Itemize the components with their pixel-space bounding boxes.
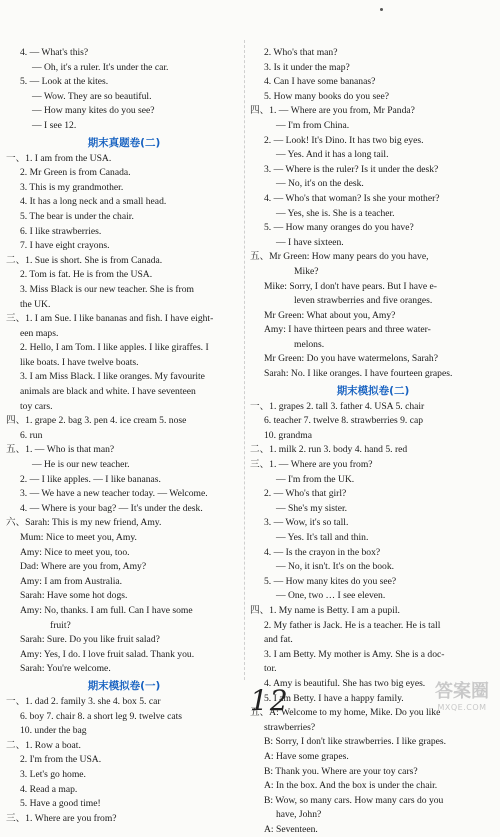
answer-line: 6. run bbox=[20, 429, 43, 441]
answer-line: 3. I am Miss Black. I like oranges. My favourite bbox=[20, 371, 205, 383]
answer-line: 4. — What's this? bbox=[20, 47, 89, 58]
answer-line: 3. Miss Black is our new teacher. She is from bbox=[20, 283, 194, 295]
answer-line: Mike: Sorry, I don't have pears. But I have e- bbox=[264, 280, 437, 292]
answer-line: 2. Mr Green is from Canada. bbox=[20, 167, 131, 179]
answer-line: 2. Hello, I am Tom. I like apples. I like giraffes. I bbox=[20, 342, 209, 354]
answer-line: 7. I have eight crayons. bbox=[20, 240, 110, 252]
answer-line: leven strawberries and five oranges. bbox=[294, 295, 433, 307]
answer-line: — Wow. They are so beautiful. bbox=[32, 90, 152, 102]
answer-line: 二、1. Row a boat. bbox=[6, 739, 81, 751]
answer-line: A: In the box. And the box is under the chair. bbox=[264, 780, 438, 792]
answer-line: 6. I like strawberries. bbox=[20, 225, 102, 237]
answer-line: 2. — Look! It's Dino. It has two big eyes. bbox=[264, 134, 424, 146]
answer-line: Dad: Where are you from, Amy? bbox=[20, 561, 147, 573]
answer-line: 一、1. grapes 2. tall 3. father 4. USA 5. chair bbox=[250, 400, 425, 412]
answer-line: Sarah: Sure. Do you like fruit salad? bbox=[20, 634, 160, 646]
answer-line: — I'm from the UK. bbox=[276, 473, 355, 485]
answer-line: A: Seventeen. bbox=[264, 823, 318, 835]
answer-line: — Yes. It's tall and thin. bbox=[276, 532, 369, 543]
answer-line: 3. — Where is the ruler? Is it under the desk? bbox=[264, 163, 439, 175]
answer-line: 6. boy 7. chair 8. a short leg 9. twelve cats bbox=[20, 710, 182, 722]
answer-line: 5. — Look at the kites. bbox=[20, 76, 109, 88]
answer-line: 三、1. I am Sue. I like bananas and fish. I have eight- bbox=[6, 313, 214, 325]
answer-line: 3. I am Betty. My mother is Amy. She is a doc- bbox=[264, 648, 445, 660]
answer-line: 二、1. Sue is short. She is from Canada. bbox=[6, 254, 163, 266]
answer-line: like boats. I have twelve boats. bbox=[20, 356, 139, 368]
answer-line: 3. This is my grandmother. bbox=[20, 181, 124, 193]
answer-line: 3. Is it under the map? bbox=[264, 61, 350, 73]
answer-line: 3. Let's go home. bbox=[20, 768, 86, 780]
answer-line: — She's my sister. bbox=[276, 502, 348, 514]
answer-line: — I have sixteen. bbox=[276, 236, 344, 248]
answer-line: — Yes, she is. She is a teacher. bbox=[276, 207, 395, 219]
answer-line: fruit? bbox=[50, 619, 71, 631]
answer-line: 六、Sarah: This is my new friend, Amy. bbox=[6, 517, 162, 529]
left-answer-column bbox=[6, 46, 242, 826]
answer-line: 5. — How many kites do you see? bbox=[264, 575, 397, 587]
answer-line: — I'm from China. bbox=[276, 119, 350, 131]
answer-line: 四、1. — Where are you from, Mr Panda? bbox=[250, 105, 415, 117]
answer-line: Mum: Nice to meet you, Amy. bbox=[20, 532, 137, 543]
answer-line: 4. It has a long neck and a small head. bbox=[20, 196, 167, 208]
answer-line: 2. Who's that man? bbox=[264, 47, 338, 58]
section-title: 期末模拟卷(二) bbox=[336, 384, 410, 397]
answer-line: tor. bbox=[264, 663, 277, 675]
answer-line: Amy: I have thirteen pears and three water- bbox=[264, 324, 431, 336]
answer-line: — No, it's on the desk. bbox=[276, 178, 364, 190]
answer-line: 4. Read a map. bbox=[20, 783, 78, 795]
answer-line: animals are black and white. I have seventeen bbox=[20, 386, 196, 398]
answer-line: 三、1. — Where are you from? bbox=[250, 459, 373, 471]
answer-line: toy cars. bbox=[20, 400, 53, 412]
answer-line: melons. bbox=[294, 338, 325, 350]
answer-line: Sarah: You're welcome. bbox=[20, 663, 111, 675]
answer-line: Sarah: No. I like oranges. I have fourteen grapes. bbox=[264, 368, 453, 380]
answer-line: B: Wow, so many cars. How many cars do you bbox=[264, 794, 444, 806]
column-divider bbox=[244, 40, 245, 680]
answer-line: 5. The bear is under the chair. bbox=[20, 210, 134, 222]
answer-line: 一、1. I am from the USA. bbox=[6, 152, 112, 164]
section-title: 期末真题卷(二) bbox=[87, 136, 161, 149]
answer-line: and fat. bbox=[264, 634, 293, 646]
answer-line: — Yes. And it has a long tail. bbox=[276, 149, 389, 161]
answer-line: — I see 12. bbox=[32, 119, 77, 131]
answer-line: Amy: I am from Australia. bbox=[20, 575, 123, 587]
answer-line: Amy: Nice to meet you, too. bbox=[20, 546, 130, 558]
answer-line: 3. — Wow, it's so tall. bbox=[264, 517, 349, 529]
ink-dot bbox=[380, 8, 383, 11]
answer-line: 4. — Where is your bag? — It's under the desk. bbox=[20, 502, 203, 514]
answer-line: have, John? bbox=[276, 809, 322, 821]
answer-line: 4. — Is the crayon in the box? bbox=[264, 546, 381, 558]
page-number: 12 bbox=[250, 684, 290, 717]
answer-line: — He is our new teacher. bbox=[32, 459, 130, 471]
answer-line: 2. Tom is fat. He is from the USA. bbox=[20, 269, 153, 281]
answer-line: 4. — Who's that woman? Is she your mother? bbox=[264, 192, 440, 204]
answer-line: 10. grandma bbox=[264, 429, 312, 441]
answer-line: A: Have some grapes. bbox=[264, 750, 349, 762]
answer-line: Mike? bbox=[294, 265, 319, 277]
answer-line: — Oh, it's a ruler. It's under the car. bbox=[32, 61, 169, 73]
answer-line: 三、1. Where are you from? bbox=[6, 812, 117, 824]
answer-line: een maps. bbox=[20, 327, 59, 339]
watermark-title: 答案圈 bbox=[435, 681, 489, 702]
answer-line: 五、1. — Who is that man? bbox=[6, 444, 115, 456]
answer-line: 五、Mr Green: How many pears do you have, bbox=[250, 251, 429, 263]
watermark-logo bbox=[430, 681, 494, 721]
answer-line: 四、1. grape 2. bag 3. pen 4. ice cream 5. nose bbox=[6, 415, 187, 427]
answer-line: Sarah: Have some hot dogs. bbox=[20, 590, 128, 602]
answer-line: 10. under the bag bbox=[20, 725, 87, 737]
answer-line: strawberries? bbox=[264, 721, 316, 733]
answer-line: 2. My father is Jack. He is a teacher. He is tall bbox=[264, 619, 441, 631]
answer-line: 五、A: Welcome to my home, Mike. Do you like bbox=[250, 707, 441, 719]
answer-line: 2. I'm from the USA. bbox=[20, 754, 102, 766]
answer-line: 2. — I like apples. — I like bananas. bbox=[20, 473, 161, 485]
answer-line: Mr Green: What about you, Amy? bbox=[264, 309, 396, 321]
answer-line: 2. — Who's that girl? bbox=[264, 488, 347, 500]
answer-line: 5. — How many oranges do you have? bbox=[264, 222, 414, 234]
answer-line: 5. How many books do you see? bbox=[264, 90, 389, 102]
answer-line: 一、1. dad 2. family 3. she 4. box 5. car bbox=[6, 695, 161, 707]
answer-line: B: Sorry, I don't like strawberries. I like grapes. bbox=[264, 736, 447, 748]
answer-line: the UK. bbox=[20, 298, 51, 310]
answer-line: 4. Can I have some bananas? bbox=[264, 76, 376, 88]
answer-line: — No, it isn't. It's on the book. bbox=[276, 561, 395, 573]
answer-line: Amy: No, thanks. I am full. Can I have some bbox=[20, 604, 193, 616]
answer-line: Amy: Yes, I do. I love fruit salad. Thank you. bbox=[20, 648, 195, 660]
answer-line: 6. teacher 7. twelve 8. strawberries 9. cap bbox=[264, 415, 424, 427]
answer-line: — One, two … I see eleven. bbox=[276, 590, 386, 602]
answer-line: 5. I am Betty. I have a happy family. bbox=[264, 692, 404, 704]
watermark-url: MXQE.COM bbox=[437, 703, 487, 712]
answer-line: 四、1. My name is Betty. I am a pupil. bbox=[250, 604, 400, 616]
answer-line: 5. Have a good time! bbox=[20, 798, 101, 810]
answer-line: — How many kites do you see? bbox=[32, 105, 155, 117]
answer-line: 3. — We have a new teacher today. — Welcome. bbox=[20, 488, 208, 500]
answer-line: B: Thank you. Where are your toy cars? bbox=[264, 765, 418, 777]
answer-line: Mr Green: Do you have watermelons, Sarah? bbox=[264, 353, 438, 365]
section-title: 期末模拟卷(一) bbox=[87, 679, 161, 692]
answer-line: 二、1. milk 2. run 3. body 4. hand 5. red bbox=[250, 444, 408, 456]
answer-line: 4. Amy is beautiful. She has two big eyes. bbox=[264, 677, 426, 689]
